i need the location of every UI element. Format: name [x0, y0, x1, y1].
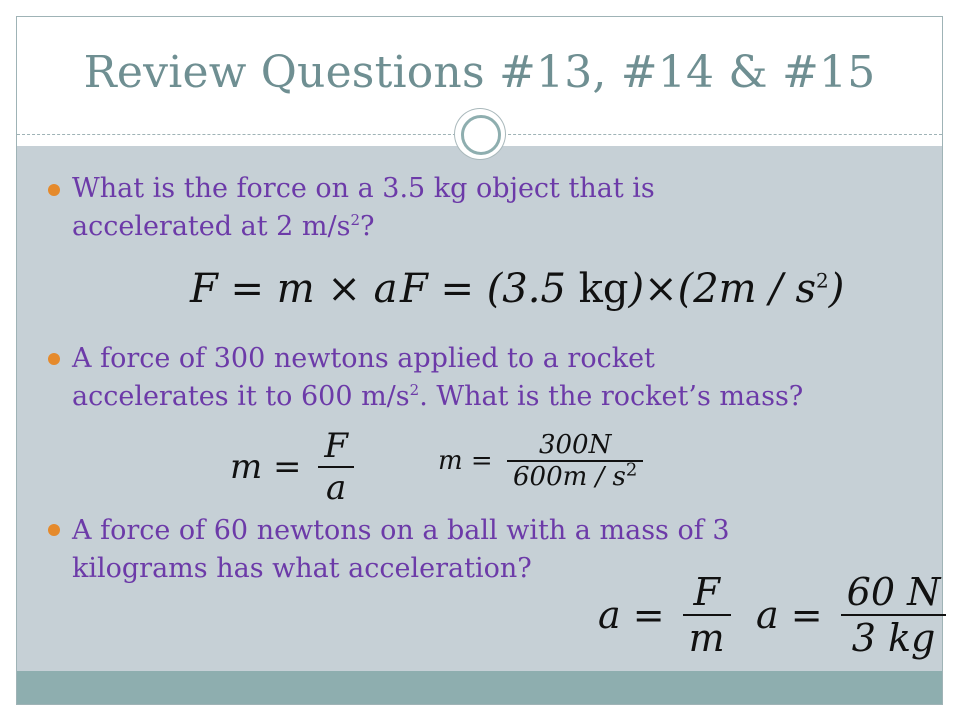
formula-14a-numerator: F — [324, 426, 348, 466]
question-15-line2: kilograms has what acceleration? — [72, 553, 532, 584]
formula-15a-lhs: a = — [598, 593, 665, 637]
question-14 — [72, 340, 922, 416]
formula-14a — [230, 426, 354, 508]
question-13-exponent: 2 — [350, 211, 361, 229]
formula-15b-fraction — [841, 570, 947, 660]
circle-ornament — [455, 109, 505, 159]
formula-15a — [598, 570, 731, 660]
formula-14b-denominator-text: 600m / s — [512, 462, 626, 492]
formula-13b-unit: kg — [578, 266, 629, 312]
bullet-icon — [48, 524, 60, 536]
formula-13b — [400, 266, 844, 312]
question-14-exponent: 2 — [409, 381, 420, 399]
formula-15b — [756, 570, 946, 660]
formula-14a-denominator: a — [318, 466, 354, 508]
formula-14b-fraction — [507, 430, 643, 492]
formula-13b-end: ) — [828, 266, 845, 312]
formula-14b-lhs: m = — [438, 446, 493, 476]
question-14-end: . What is the rocket’s mass? — [419, 381, 804, 412]
formula-14b-numerator: 300N — [538, 430, 612, 460]
formula-14b-exponent: 2 — [625, 459, 638, 481]
slide-title: Review Questions #13, #14 & #15 — [83, 47, 876, 98]
formula-14a-fraction — [318, 426, 354, 508]
question-13-line2: accelerated at 2 m/s — [72, 211, 351, 242]
formula-15b-lhs: a = — [756, 593, 823, 637]
question-13-end: ? — [360, 211, 375, 242]
formula-15b-numerator: 60 N — [846, 570, 941, 614]
formula-15b-denominator: 3 kg — [841, 614, 947, 660]
question-14-line1: A force of 300 newtons applied to a rocket — [72, 343, 655, 374]
formula-13a: F = m × a — [190, 266, 398, 312]
bullet-icon — [48, 353, 60, 365]
question-13 — [72, 170, 922, 246]
formula-15a-numerator: F — [693, 570, 720, 614]
formula-15a-denominator: m — [683, 614, 731, 660]
bullet-icon — [48, 184, 60, 196]
formula-14b-denominator — [507, 460, 643, 492]
question-14-line2: accelerates it to 600 m/s — [72, 381, 410, 412]
formula-14a-lhs: m = — [230, 447, 302, 487]
formula-15a-fraction — [683, 570, 731, 660]
formula-13b-start: F = (3.5 — [400, 266, 579, 312]
formula-13b-mid: )×(2m / s — [628, 266, 817, 312]
question-13-line1: What is the force on a 3.5 kg object that is — [72, 173, 655, 204]
formula-14b — [438, 430, 643, 492]
formula-13b-exponent: 2 — [816, 268, 829, 293]
footer-bar — [17, 671, 942, 704]
question-15-line1: A force of 60 newtons on a ball with a mass of 3 — [72, 515, 730, 546]
